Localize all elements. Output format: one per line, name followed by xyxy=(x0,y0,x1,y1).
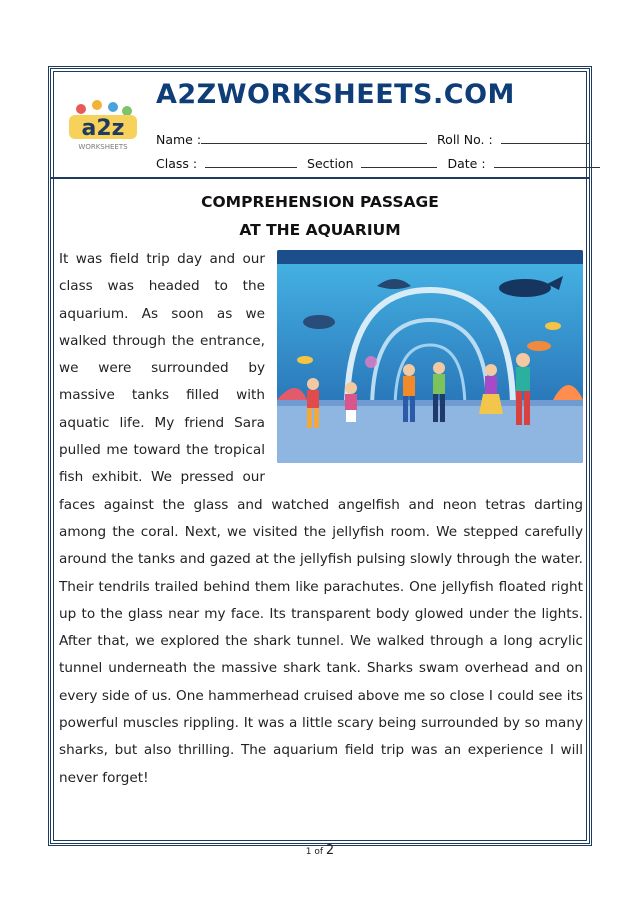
class-field[interactable] xyxy=(205,155,297,168)
roll-field[interactable] xyxy=(501,131,589,144)
a2z-logo xyxy=(63,95,143,155)
roll-label: Roll No. : xyxy=(437,132,493,147)
site-title: A2ZWORKSHEETS.COM xyxy=(156,79,515,110)
class-label: Class : xyxy=(156,156,198,171)
class-section-date-row xyxy=(156,155,600,171)
logo-text: a2z xyxy=(81,116,125,141)
page-indicator: 1 of xyxy=(305,847,326,857)
section-label: Section xyxy=(307,156,354,171)
passage-text: It was field trip day and our class was headed to the aquarium. As soon as we walked through the entrance, we were surrounded by massive tanks filled with aquatic life. My friend Sara pulled me toward the tropical fish exhibit. We pressed our faces against the glass and watched angelfish and neon tetras darting among the coral. Next, we visited the jellyfish room. We stepped carefully around the tanks and gazed at the jellyfish pulsing slowly through the water. Their tendrils trailed behind them like parachutes. One jellyfish floated right up to the glass near my face. Its transparent body glowed under the lights. After that, we explored the shark tunnel. We walked through a long acrylic tunnel underneath the massive shark tank. Sharks swam overhead and on every side of us. One hammerhead cruised above me so close I could see its powerful muscles rippling. It was a little scary being surrounded by so many sharks, but also thrilling. The aquarium field trip was an experience I will never forget! xyxy=(59,251,583,786)
name-roll-row xyxy=(156,131,589,147)
worksheet-frame xyxy=(48,66,592,846)
logo-subtext: WORKSHEETS xyxy=(78,143,128,151)
name-field[interactable] xyxy=(201,131,427,144)
passage-body xyxy=(59,246,583,792)
aquarium-illustration xyxy=(277,250,583,463)
date-label: Date : xyxy=(447,156,486,171)
page-footer xyxy=(0,843,640,858)
date-field[interactable] xyxy=(494,155,600,168)
page-total: 2 xyxy=(325,843,335,858)
worksheet-header xyxy=(51,69,589,179)
passage-title: AT THE AQUARIUM xyxy=(239,221,401,239)
name-label: Name : xyxy=(156,132,202,147)
worksheet-title: COMPREHENSION PASSAGE xyxy=(201,193,439,211)
section-field[interactable] xyxy=(361,155,437,168)
